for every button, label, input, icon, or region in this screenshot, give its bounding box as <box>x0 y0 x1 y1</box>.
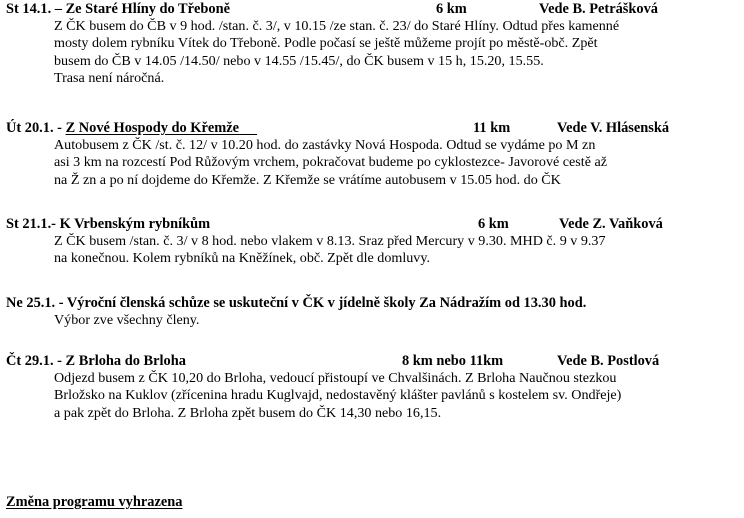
description-line: Odjezd busem z ČK 10,20 do Brloha, vedoucí přistoupí ve Chvalšinách. Z Brloha Naučnou stezkou <box>54 370 617 386</box>
event-distance: 6 km <box>478 216 509 232</box>
event-leader: Vede B. Petrášková <box>539 1 658 17</box>
event-heading <box>6 215 742 233</box>
event-title: Ne 25.1. - Výroční členská schůze se uskuteční v ČK v jídelně školy Za Nádražím od 13.30 hod. <box>6 295 587 311</box>
event-heading <box>6 119 742 137</box>
event-distance: 8 km nebo 11km <box>402 353 504 369</box>
event-25-1 <box>6 294 742 329</box>
description-line: Trasa není náročná. <box>54 70 165 87</box>
description-line: a pak zpět do Brloha. Z Brloha zpět busem do ČK 14,30 nebo 16,15. <box>54 404 442 421</box>
event-description <box>54 312 742 329</box>
description-line: na konečnou. Kolem rybníků na Kněžínek, obč. Zpět dle domluvy. <box>54 250 430 267</box>
event-leader: Vede B. Postlová <box>557 353 660 369</box>
event-14-1 <box>6 0 742 88</box>
description-line: busem do ČB v 14.05 /14.50/ nebo v 14.55 /15.45/, do ČK busem v 15 h, 15.20, 15.55. <box>54 52 544 69</box>
description-line: Autobusem z ČK /st. č. 12/ v 10.20 hod. do zastávky Nová Hospoda. Odtud se vydáme po M zn <box>54 137 596 153</box>
description-line: asi 3 km na rozcestí Pod Růžovým vrchem, pokračovat budeme po cyklostezce- Javorové cestě až <box>54 154 607 171</box>
event-title: St 21.1.- K Vrbenským rybníkům <box>6 216 211 232</box>
title-underline-tail <box>239 120 257 136</box>
description-line: Brložsko na Kuklov (zřícenina hradu Kuglvajd, nedostavěný klášter pavlánů s kostelem sv. Ondřeje) <box>54 387 622 404</box>
description-line: na Ž zn a po ní dojdeme do Křemže. Z Křemže se vrátíme autobusem v 15.05 hod. do ČK <box>54 171 561 188</box>
description-line: mosty dolem rybníku Vítek do Třeboně. Podle počasí se ještě můžeme projít po městě-obč. Zpět <box>54 35 598 52</box>
description-line: Výbor zve všechny členy. <box>54 312 200 328</box>
event-leader: Vede V. Hlásenská <box>557 120 670 136</box>
event-title: Čt 29.1. - Z Brloha do Brloha <box>6 353 186 369</box>
event-description <box>54 370 742 422</box>
event-heading <box>6 352 742 370</box>
event-heading <box>6 0 742 18</box>
event-heading <box>6 294 742 312</box>
description-line: Z ČK busem do ČB v 9 hod. /stan. č. 3/, v 10.15 /ze stan. č. 23/ do Staré Hlíny. Odtud přes kamenné <box>54 18 620 34</box>
event-29-1 <box>6 352 742 422</box>
event-description <box>54 137 742 189</box>
event-distance: 6 km <box>436 1 467 17</box>
event-description <box>54 18 742 88</box>
event-distance: 11 km <box>473 120 511 136</box>
event-title: St 14.1. – Ze Staré Hlíny do Třeboně <box>6 1 230 17</box>
event-20-1 <box>6 119 742 189</box>
event-description <box>54 233 742 268</box>
event-title-underlined: Z Nové Hospody do Křemže <box>65 120 240 136</box>
program-change-note: Změna programu vyhrazena <box>6 494 183 510</box>
event-leader: Vede Z. Vaňková <box>559 216 663 232</box>
event-title-prefix: Út 20.1. - <box>6 120 66 136</box>
event-21-1 <box>6 215 742 268</box>
description-line: Z ČK busem /stan. č. 3/ v 8 hod. nebo vlakem v 8.13. Sraz před Mercury v 9.30. MHD č. 9 v 9.37 <box>54 233 606 249</box>
event-title <box>6 119 257 137</box>
